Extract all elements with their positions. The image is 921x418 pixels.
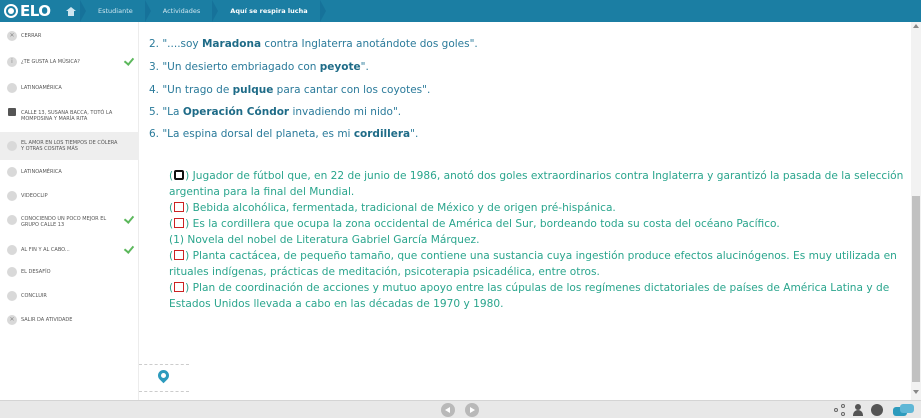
definition-item: ( ) Jugador de fútbol que, en 22 de junio de 1986, anotó dos goles extraordinarios contra Inglaterra y garantizó la pasada de la selección argentina para la final del Mundial. xyxy=(169,170,904,198)
sidebar-item-el-amor[interactable] xyxy=(0,132,139,160)
sidebar-item-label: ¿TE GUSTA LA MÚSICA? xyxy=(21,59,80,65)
breadcrumb-estudiante[interactable]: Estudiante xyxy=(84,0,149,22)
sidebar-item-label: CONOCIENDO UN POCO MEJOR EL GRUPO CALLE 13 xyxy=(21,216,107,228)
answer-value[interactable]: 1 xyxy=(173,234,180,246)
square-icon xyxy=(8,108,16,116)
close-icon: ✕ xyxy=(7,315,17,325)
clue-keyword: Operación Cóndor xyxy=(182,106,290,118)
user-icon[interactable] xyxy=(852,404,864,416)
scroll-up-arrow-icon[interactable] xyxy=(913,24,919,28)
chat-icon[interactable] xyxy=(893,404,915,416)
sidebar-item-label: VIDEOCLIP xyxy=(21,193,48,199)
sidebar-item-label: SALIR DA ATIVIDADE xyxy=(21,317,73,323)
check-icon xyxy=(123,214,133,224)
sidebar-item-label: CALLE 13, SUSANA BACCA, TOTÓ LA MOMPOSINA Y MARÍA RITA xyxy=(21,110,113,122)
top-bar xyxy=(0,0,921,22)
sidebar-item-label: EL DESAFÍO xyxy=(21,269,51,275)
answer-input[interactable] xyxy=(174,282,184,292)
clue-line: 2. "....soy Maradona contra Inglaterra anotándote dos goles". xyxy=(149,38,478,50)
answer-input[interactable] xyxy=(174,202,184,212)
clue-line: 6. "La espina dorsal del planeta, es mi cordillera". xyxy=(149,128,419,140)
circle-icon xyxy=(7,267,17,277)
circle-icon xyxy=(7,191,17,201)
circle-icon xyxy=(7,167,17,177)
clue-keyword: peyote xyxy=(319,61,361,73)
sidebar-item-label: CERRAR xyxy=(21,33,42,39)
circle-icon xyxy=(7,215,17,225)
circle-icon xyxy=(7,291,17,301)
clue-keyword: cordillera xyxy=(353,128,411,140)
sidebar-item-label: LATINOAMÉRICA xyxy=(21,169,62,175)
sidebar xyxy=(0,22,139,400)
answer-input[interactable] xyxy=(174,218,184,228)
definition-item: ( ) Plan de coordinación de acciones y mutuo apoyo entre las cúpulas de los regímenes dictatoriales de países de América Latina y de Estados Unidos llevada a cabo en las décadas de 1970 y 1980. xyxy=(169,282,890,310)
close-icon: ✕ xyxy=(7,31,17,41)
clue-keyword: Maradona xyxy=(201,38,262,50)
clue-line: 4. "Un trago de pulque para cantar con los coyotes". xyxy=(149,84,431,96)
check-icon xyxy=(123,56,133,66)
sidebar-item-label: AL FIN Y AL CABO... xyxy=(21,247,70,253)
definition-item: ( ) Planta cactácea, de pequeño tamaño, que contiene una sustancia cuya ingestión produce efectos alucinógenos. Es muy utilizada en rituales indígenas, prácticas de meditación, psicoterapia psicadélica, entre otros. xyxy=(169,250,897,278)
sidebar-item-label: EL AMOR EN LOS TIEMPOS DE CÓLERA Y OTRAS COSITAS MÁS xyxy=(21,140,118,152)
definition-item: ( ) Es la cordillera que ocupa la zona occidental de América del Sur, bordeando toda su costa del océano Pacífico. xyxy=(169,218,780,230)
activity-content xyxy=(140,22,910,400)
share-icon[interactable] xyxy=(834,404,846,416)
logo-icon xyxy=(4,4,18,18)
elo-logo[interactable] xyxy=(0,0,58,22)
previous-button[interactable] xyxy=(441,403,455,417)
clue-keyword: pulque xyxy=(232,84,274,96)
definition-item: (1) Novela del nobel de Literatura Gabriel García Márquez. xyxy=(169,234,480,246)
sidebar-item-label: CONCLUIR xyxy=(21,293,47,299)
bottom-bar xyxy=(0,400,921,418)
answer-input[interactable] xyxy=(174,250,184,260)
breadcrumb-current: Aquí se respira lucha xyxy=(216,0,323,22)
globe-icon[interactable] xyxy=(871,404,883,416)
info-icon: i xyxy=(7,57,17,67)
breadcrumb-actividades[interactable]: Actividades xyxy=(149,0,217,22)
next-button[interactable] xyxy=(465,403,479,417)
clue-line: 5. "La Operación Cóndor invadiendo mi nido". xyxy=(149,106,402,118)
circle-icon xyxy=(7,83,17,93)
breadcrumb xyxy=(58,0,324,22)
circle-icon xyxy=(7,245,17,255)
scrollbar-thumb[interactable] xyxy=(912,196,920,382)
check-icon xyxy=(123,244,133,254)
circle-icon xyxy=(7,141,17,151)
breadcrumb-home[interactable] xyxy=(58,0,84,22)
clue-line: 3. "Un desierto embriagado con peyote". xyxy=(149,61,369,73)
home-icon xyxy=(66,7,76,16)
answer-input[interactable] xyxy=(174,170,184,180)
scroll-down-arrow-icon[interactable] xyxy=(913,390,919,394)
definition-item: ( ) Bebida alcohólica, fermentada, tradicional de México y de origen pré-hispánica. xyxy=(169,202,616,214)
logo-text: ELO xyxy=(20,2,51,20)
sidebar-item-label: LATINOAMÉRICA xyxy=(21,85,62,91)
